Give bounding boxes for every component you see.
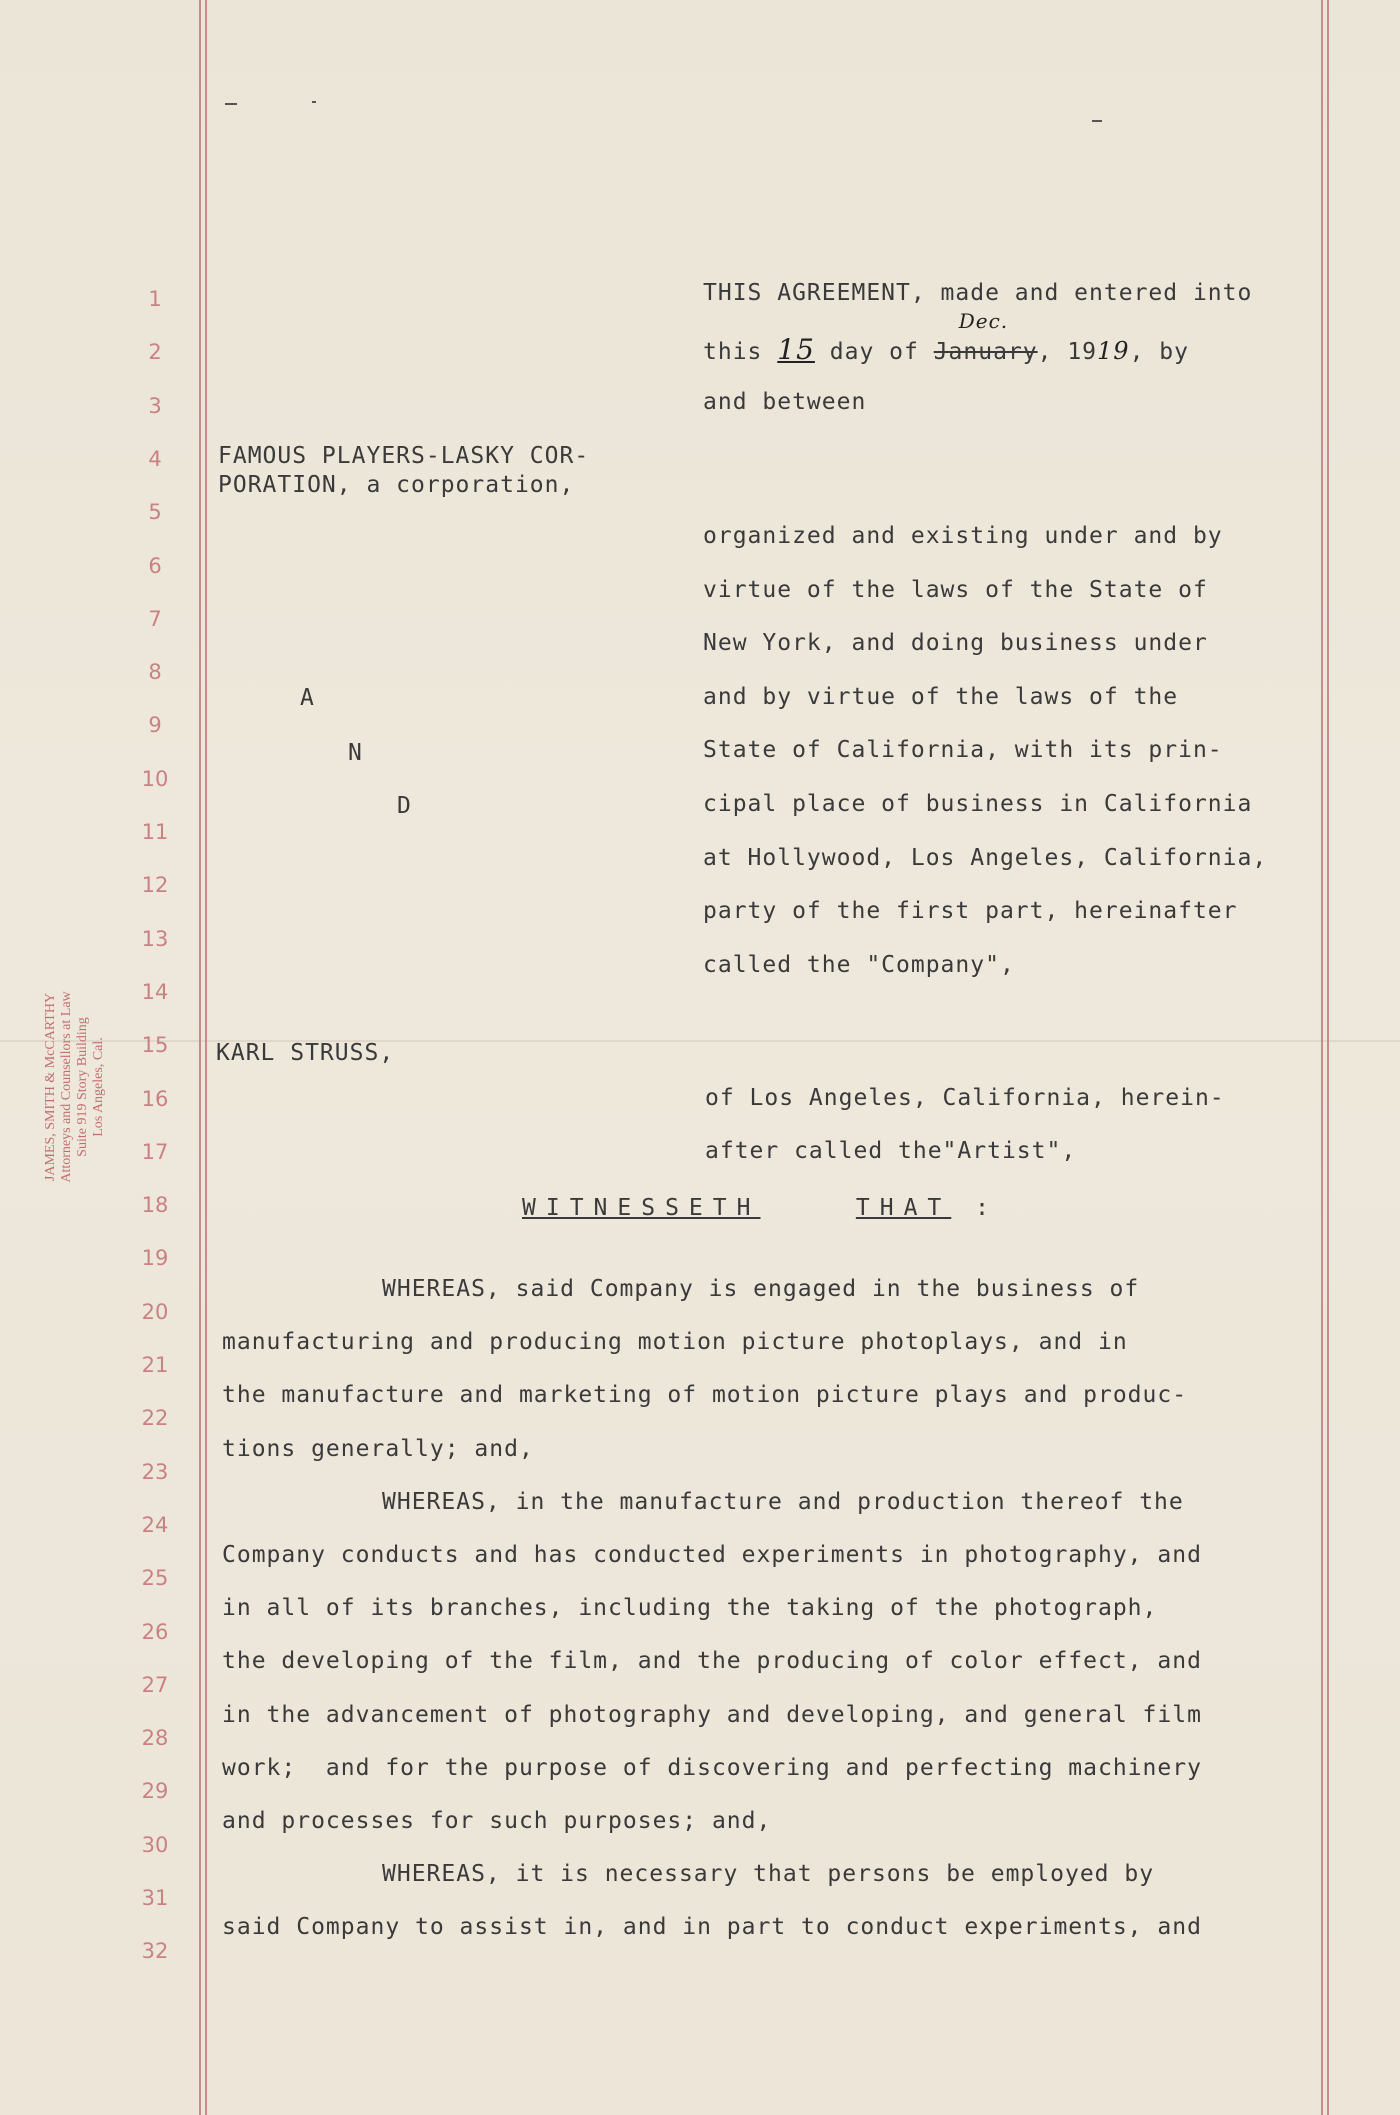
and-letter-n: N bbox=[348, 740, 363, 766]
date-year-prefix: , 19 bbox=[1037, 339, 1098, 365]
party1-desc-line: New York, and doing business under bbox=[703, 630, 1208, 657]
handwritten-day: 15 bbox=[777, 333, 815, 366]
and-between: and between bbox=[703, 389, 867, 415]
line-number: 32 bbox=[141, 1939, 169, 1964]
right-margin-rule-inner bbox=[1327, 0, 1329, 2115]
line-number: 15 bbox=[141, 1033, 169, 1058]
body-line: work; and for the purpose of discovering and perfecting machinery bbox=[222, 1754, 1202, 1781]
line-number: 14 bbox=[141, 979, 169, 1004]
party2-desc-line: after called the"Artist", bbox=[705, 1138, 1077, 1164]
stray-mark bbox=[1092, 120, 1102, 122]
line-number: 16 bbox=[141, 1086, 169, 1111]
line-number: 17 bbox=[141, 1139, 169, 1164]
line-number: 27 bbox=[141, 1672, 169, 1697]
left-margin-rule bbox=[199, 0, 201, 2115]
firm-descriptor: Attorneys and Counsellors at Law bbox=[59, 991, 74, 1183]
body-line: Company conducts and has conducted experiments in photography, and bbox=[222, 1542, 1202, 1568]
body-line: in the advancement of photography and developing, and general film bbox=[222, 1701, 1202, 1728]
and-letter-a: A bbox=[300, 685, 315, 711]
body-line: WHEREAS, in the manufacture and production thereof the bbox=[382, 1488, 1184, 1515]
party2-name: KARL STRUSS, bbox=[216, 1040, 395, 1066]
line-number: 23 bbox=[141, 1459, 169, 1484]
line-number: 2 bbox=[148, 340, 162, 365]
body-line: said Company to assist in, and in part to conduct experiments, and bbox=[222, 1914, 1202, 1941]
agreement-opening: THIS AGREEMENT, made and entered into bbox=[703, 280, 1253, 306]
party1-desc-line: party of the first part, hereinafter bbox=[703, 898, 1238, 925]
line-number: 6 bbox=[148, 553, 162, 578]
party1-desc-line: cipal place of business in California bbox=[703, 791, 1253, 817]
party1-desc-line: organized and existing under and by bbox=[703, 523, 1223, 549]
line-number: 7 bbox=[148, 606, 162, 631]
body-line: WHEREAS, it is necessary that persons be employed by bbox=[382, 1861, 1155, 1888]
date-this: this bbox=[703, 339, 763, 365]
witnesseth-word: WITNESSETH bbox=[522, 1195, 761, 1221]
body-line: tions generally; and, bbox=[222, 1435, 534, 1462]
line-number: 3 bbox=[148, 393, 162, 418]
line-number: 30 bbox=[141, 1832, 169, 1857]
date-dayof: day of bbox=[829, 339, 919, 365]
line-number: 11 bbox=[141, 820, 169, 844]
line-number: 1 bbox=[148, 287, 162, 311]
line-number: 26 bbox=[141, 1619, 169, 1644]
date-suffix: , by bbox=[1129, 339, 1189, 365]
witnesseth-heading bbox=[522, 1195, 999, 1221]
line-number: 10 bbox=[141, 766, 169, 791]
body-line: the developing of the film, and the producing of color effect, and bbox=[222, 1648, 1202, 1675]
party1-desc-line: and by virtue of the laws of the bbox=[703, 683, 1179, 710]
body-line: manufacturing and producing motion picture photoplays, and in bbox=[222, 1329, 1128, 1356]
line-number: 5 bbox=[148, 500, 162, 525]
line-number: 22 bbox=[141, 1406, 169, 1431]
agreement-date-line bbox=[703, 309, 1189, 366]
party1-desc-line: at Hollywood, Los Angeles, California, bbox=[703, 844, 1268, 871]
firm-city: Los Angeles, Cal. bbox=[91, 1037, 106, 1137]
line-number: 19 bbox=[141, 1246, 169, 1271]
line-number: 28 bbox=[141, 1726, 169, 1751]
line-number: 21 bbox=[141, 1353, 169, 1377]
line-number: 18 bbox=[141, 1193, 169, 1218]
body-line: in all of its branches, including the taking of the photograph, bbox=[222, 1595, 1158, 1622]
party1-desc-line: virtue of the laws of the State of bbox=[703, 576, 1208, 603]
line-number: 25 bbox=[141, 1566, 169, 1591]
handwritten-year: 19 bbox=[1097, 337, 1130, 365]
party1-desc-line: called the "Company", bbox=[703, 951, 1015, 978]
body-line: the manufacture and marketing of motion picture plays and produc- bbox=[222, 1382, 1188, 1409]
line-number: 8 bbox=[148, 660, 162, 685]
heading-colon: : bbox=[975, 1195, 999, 1221]
firm-suite: Suite 919 Story Building bbox=[75, 1017, 90, 1157]
stray-mark bbox=[225, 103, 237, 105]
party1-desc-line: State of California, with its prin- bbox=[703, 737, 1223, 764]
that-word: THAT bbox=[855, 1195, 952, 1221]
line-number: 24 bbox=[141, 1512, 169, 1537]
body-line: and processes for such purposes; and, bbox=[222, 1808, 772, 1834]
line-number: 29 bbox=[141, 1779, 169, 1804]
line-number: 31 bbox=[141, 1886, 169, 1910]
and-letter-d: D bbox=[397, 793, 412, 819]
handwritten-month: Dec. bbox=[958, 309, 1009, 333]
right-margin-rule bbox=[1321, 0, 1323, 2115]
party2-desc-line: of Los Angeles, California, herein- bbox=[705, 1085, 1225, 1111]
line-number: 12 bbox=[141, 873, 169, 898]
paper-fold bbox=[0, 1040, 1400, 1042]
party1-name-line2: PORATION, a corporation, bbox=[218, 472, 575, 498]
stray-mark bbox=[312, 101, 316, 103]
struck-month: January bbox=[933, 339, 1038, 365]
firm-name: JAMES, SMITH & McCARTHY bbox=[43, 992, 58, 1182]
line-number: 20 bbox=[141, 1299, 169, 1324]
left-margin-rule-inner bbox=[205, 0, 207, 2115]
line-number: 9 bbox=[148, 713, 162, 738]
line-number: 13 bbox=[141, 926, 169, 951]
law-firm-imprint bbox=[43, 942, 107, 1232]
line-number: 4 bbox=[148, 446, 162, 471]
party1-name-line1: FAMOUS PLAYERS-LASKY COR- bbox=[218, 443, 590, 469]
body-line: WHEREAS, said Company is engaged in the business of bbox=[382, 1276, 1140, 1302]
